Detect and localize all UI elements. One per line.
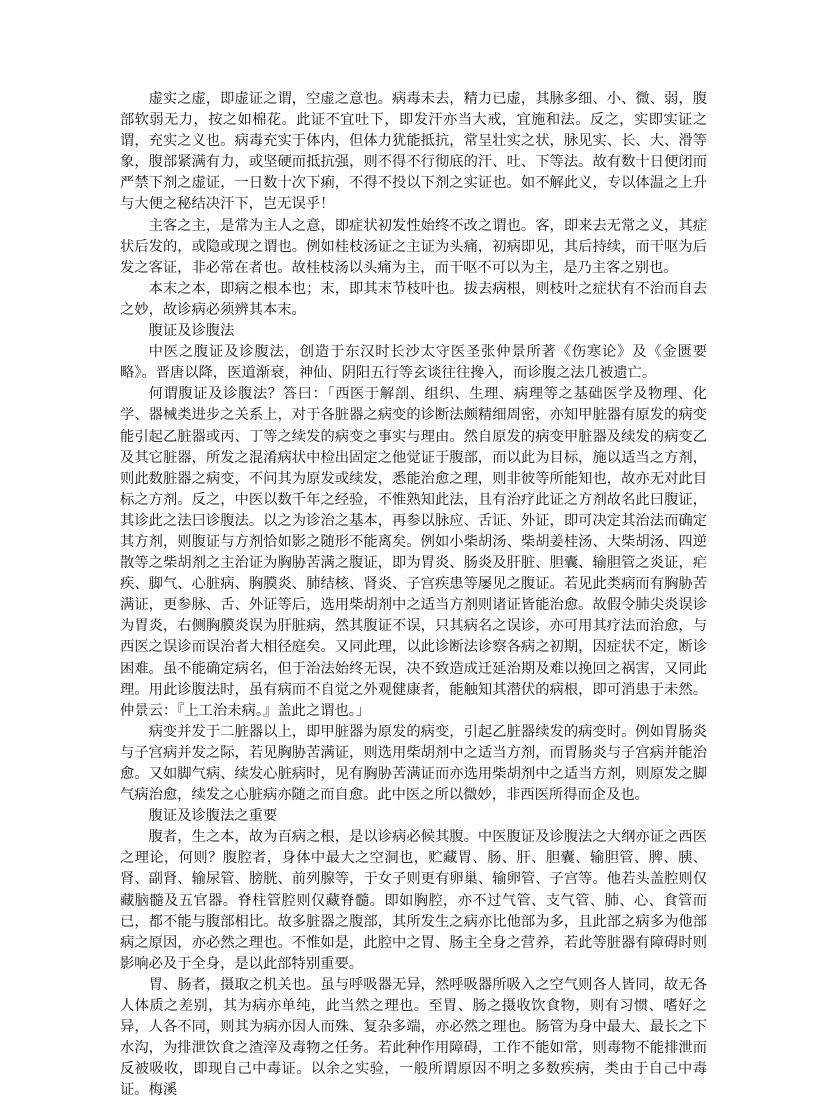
paragraph-multi-organ: 病变并发于二脏器以上，即甲脏器为原发的病变，引起乙脏器续发的病变时。例如胃肠炎与子宫病并发之际，若见胸胁苦满证，则选用柴胡剂中之适当方剂，而胃肠炎与子宫病并能治愈。又如脚气病、续发心脏病时，见有胸胁苦满证而亦选用柴胡剂中之适当方剂，则原发之脚气病治愈，续发之心脏病亦随之而自愈。此中医之所以微妙，非西医所得而企及也。 bbox=[120, 723, 707, 804]
paragraph-primary-secondary: 主客之主，是常为主人之意，即症状初发性始终不改之谓也。客，即来去无常之义，其症状后发的，或隐或现之谓也。例如桂枝汤证之主证为头痛，初病即见，其后持续，而干呕为后发之客证，非必常在者也。故桂枝汤以头痛为主，而干呕不可以为主，是乃主客之别也。 bbox=[120, 217, 707, 276]
paragraph-stomach-intestine: 胃、肠者，摄取之机关也。虽与呼吸器无异，然呼吸器所吸入之空气则各人皆同，故无各人体质之差别，其为病亦单纯，此当然之理也。至胃、肠之摄收饮食物，则有习惯、嗜好之异，人各不同，则其为病亦因人而殊、复杂多端，亦必然之理也。肠管为身中最大、最长之下水沟，为排泄饮食之渣滓及毒物之任务。若此种作用障碍，工作不能如常，则毒物不能排泄而反被吸收，即现自己中毒证。以余之实验，一般所谓原因不明之多数疾病，类由于自己中毒证。梅溪 bbox=[120, 976, 707, 1099]
paragraph-history: 中医之腹证及诊腹法，创造于东汉时长沙太守医圣张仲景所著《伤寒论》及《金匮要略》。晋唐以降，医道渐衰，神仙、阴阳五行等玄谈往往搀入，而诊腹之法几被遗亡。 bbox=[120, 344, 707, 382]
section-heading-abdominal-diagnosis: 腹证及诊腹法 bbox=[148, 323, 235, 340]
paragraph-deficiency-excess: 虚实之虚，即虚证之谓，空虚之意也。病毒未去，精力已虚，其脉多细、小、微、弱，腹部软弱无力，按之如棉花。此证不宜吐下，即发汗亦当大戒，宜施和法。反之，实即实证之谓，充实之义也。病毒充实于体内，但体力犹能抵抗，常呈壮实之状，脉见实、长、大、滑等象，腹部紧满有力，或坚硬而抵抗强，则不得不行彻底的汗、吐、下等法。故有数十日便闭而严禁下剂之虚证，一日数十次下痢，不得不投以下剂之实证也。如不解此义，专以体温之上升与大便之秘结决汗下，岂无误乎！ bbox=[120, 91, 707, 213]
paragraph-root-branch: 本末之本，即病之根本也；末，即其末节枝叶也。拔去病根，则枝叶之症状有不治而自去之妙，故诊病必须辨其本末。 bbox=[120, 280, 707, 318]
paragraph-definition: 何谓腹证及诊腹法？答曰：「西医于解剖、组织、生理、病理等之基础医学及物理、化学、器械类进步之关系上，对于各脏器之病变的诊断法颇精细周密，亦知甲脏器有原发的病变能引起乙脏器或丙、丁等之续发的病变之事实与理由。然自原发的病变甲脏器及续发的病变乙及其它脏器，所发之混淆病状中检出固定之他觉证于腹部，而以此为目标，施以适当之方剂，则此数脏器之病变，不问其为原发或续发，悉能治愈之理，则非彼等所能知也，故亦无对此目标之方剂。反之，中医以数千年之经验，不惟熟知此法，且有治疗此证之方剂故名此曰腹证，其诊此之法曰诊腹法。以之为诊治之基本，再参以脉应、舌证、外证，即可决定其治法而确定其方剂，则腹证与方剂恰如影之随形不能离矣。例如小柴胡汤、柴胡姜桂汤、大柴胡汤、四逆散等之柴胡剂之主治证为胸胁苦满之腹证，即为胃炎、肠炎及肝脏、胆囊、输胆管之炎证，疟疾、脚气、心脏病、胸膜炎、肺结核、肾炎、子宫疾患等屡见之腹证。若见此类病而有胸胁苦满证，更参脉、舌、外证等后，选用柴胡剂中之适当方剂则诸证皆能治愈。故假令肺尖炎误诊为胃炎，右侧胸膜炎误为肝脏病，然其腹证不误，只其病名之误诊，亦可用其疗法而治愈，与西医之误诊而误治者大相径庭矣。又同此理，以此诊断法诊察各病之初期，因症状不定，断诊困难。虽不能确定病名，但于治法始终无误，决不致造成迁延治期及难以挽回之祸害，又同此理。用此诊腹法时，虽有病而不自觉之外观健康者，能触知其潜伏的病根，即可消患于未然。仲景云：『上工治未病。』盖此之谓也。」 bbox=[120, 386, 707, 719]
section-heading-importance: 腹证及诊腹法之重要 bbox=[148, 808, 278, 825]
paragraph-abdomen: 腹者，生之本，故为百病之根，是以诊病必候其腹。中医腹证及诊腹法之大纲亦证之西医之理论，何则？腹腔者，身体中最大之空洞也，贮藏胃、肠、肝、胆囊、输胆管、脾、胰、肾、副肾、输尿管、膀胱、前列腺等，于女子则更有卵巢、输卵管、子宫等。他若头盖腔则仅藏脑髓及五官器。脊柱管腔则仅藏脊髓。即如胸腔，亦不过气管、支气管、肺、心、食管而已，都不能与腹部相比。故多脏器之腹部，其所发生之病亦比他部为多，且此部之病多为他部病之原因，亦必然之理也。不惟如是，此腔中之胃、肠主全身之营养，若此等脏器有障碍时则影响必及于全身，是以此部特别重要。 bbox=[120, 829, 707, 972]
